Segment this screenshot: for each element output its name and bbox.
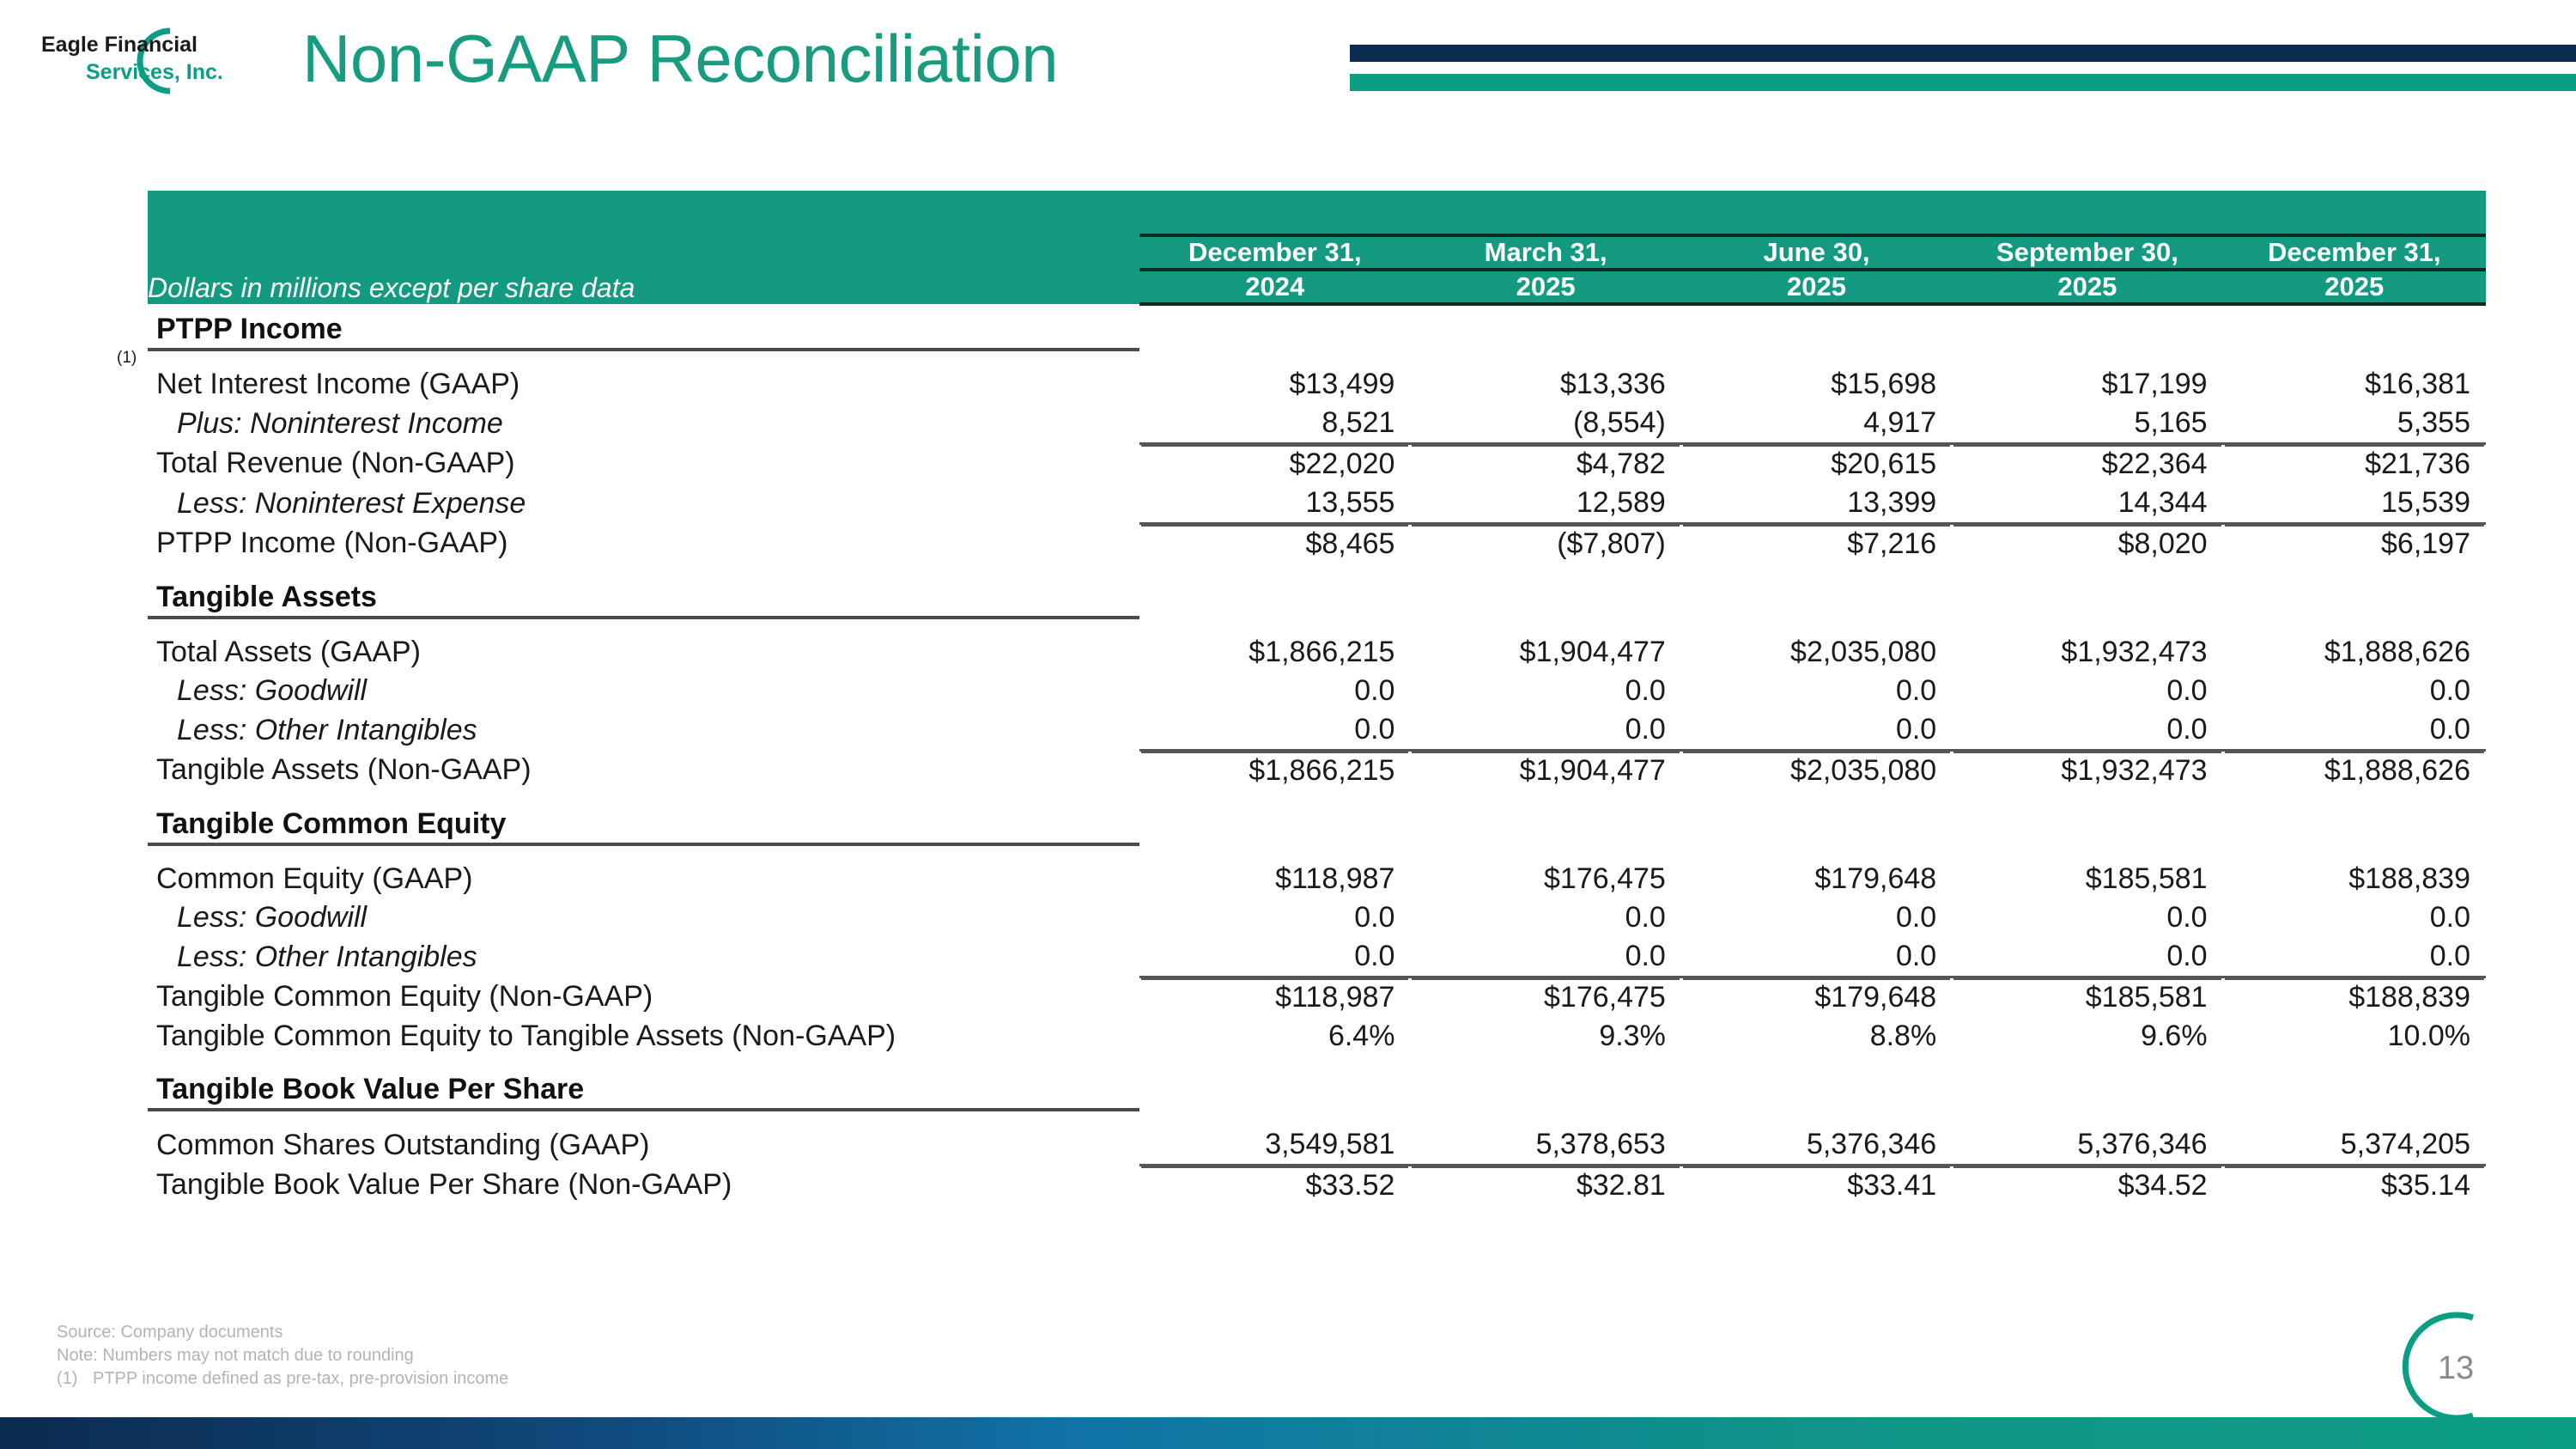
- row-value: 0.0: [1139, 937, 1410, 977]
- column-header-year: 2025: [1952, 270, 2222, 304]
- header-bar-teal: [1350, 74, 2576, 91]
- table-row: [148, 484, 2486, 524]
- row-value: 0.0: [1625, 674, 1666, 707]
- reconciliation-table: [148, 191, 2486, 1205]
- section-heading-blank: [1681, 1064, 1952, 1110]
- row-value: 5,165: [1952, 404, 2222, 444]
- header-date-row: [148, 235, 2486, 270]
- row-value: $118,987: [1275, 862, 1395, 895]
- row-value: 0.0: [1625, 901, 1666, 934]
- row-label: Less: Goodwill: [177, 674, 368, 707]
- header-accent-bars: [1350, 45, 2576, 91]
- row-value: 0.0: [1354, 674, 1395, 707]
- row-value: $21,736: [2365, 447, 2470, 480]
- row-label: Common Equity (GAAP): [156, 862, 473, 895]
- row-value: $7,216: [1847, 527, 1937, 560]
- row-value: $13,336: [1559, 368, 1666, 400]
- row-value: 10.0%: [2387, 1020, 2470, 1052]
- row-spacer: [148, 844, 2486, 860]
- section-heading-row: [148, 799, 2486, 844]
- row-label: PTPP Income (Non-GAAP): [156, 527, 508, 560]
- column-header-date: December 31,: [1139, 235, 1410, 270]
- row-value: 0.0: [2166, 674, 2208, 707]
- footnote-one-text: PTPP income defined as pre-tax, pre-provision income: [93, 1369, 509, 1388]
- row-value: $179,648: [1814, 862, 1937, 895]
- row-value: 0.0: [2223, 710, 2486, 751]
- company-logo: [41, 24, 282, 98]
- row-value: 14,344: [1952, 484, 2222, 524]
- row-value: $176,475: [1544, 862, 1666, 895]
- section-heading-blank: [1410, 572, 1680, 618]
- table-row: [148, 977, 2486, 1018]
- row-value: $185,581: [2085, 981, 2208, 1014]
- row-spacer: [148, 563, 2486, 572]
- row-value: $4,782: [1576, 447, 1666, 480]
- row-value: $8,020: [2117, 527, 2208, 560]
- row-value: 0.0: [2223, 937, 2486, 977]
- section-heading-blank: [1139, 304, 1410, 350]
- table-row: [148, 710, 2486, 751]
- footnote-one-number: (1): [57, 1369, 78, 1388]
- section-heading-blank: [1681, 304, 1952, 350]
- table-row: [148, 937, 2486, 977]
- section-heading-blank: [1410, 1064, 1680, 1110]
- table-row: [148, 672, 2486, 710]
- page-number-badge: [2380, 1304, 2509, 1429]
- row-value: $176,475: [1544, 981, 1666, 1014]
- column-header-date: December 31,: [2223, 235, 2486, 270]
- section-heading-row: [148, 304, 2486, 350]
- section-heading-blank: [1139, 799, 1410, 844]
- section-heading: Tangible Book Value Per Share: [148, 1064, 1139, 1110]
- section-heading-blank: [1952, 304, 2222, 350]
- row-value: $1,888,626: [2324, 754, 2470, 787]
- row-label: Net Interest Income (GAAP): [156, 368, 520, 400]
- section-heading-blank: [1681, 799, 1952, 844]
- row-label: Common Shares Outstanding (GAAP): [156, 1128, 650, 1161]
- table-row: [148, 1017, 2486, 1056]
- row-value: 0.0: [1952, 937, 2222, 977]
- row-value: ($7,807): [1557, 527, 1666, 560]
- table-row: [148, 524, 2486, 564]
- section-heading-blank: [1952, 1064, 2222, 1110]
- footnote-note: Note: Numbers may not match due to rounding: [57, 1346, 414, 1365]
- row-value: 0.0: [1895, 674, 1937, 707]
- row-value: $35.14: [2381, 1169, 2470, 1202]
- row-value: $13,499: [1289, 368, 1395, 400]
- column-header-year: 2025: [1410, 270, 1680, 304]
- table-body: [148, 304, 2486, 1205]
- row-label: Tangible Assets (Non-GAAP): [156, 753, 532, 787]
- row-label: Less: Other Intangibles: [177, 940, 477, 973]
- row-value: $34.52: [2117, 1169, 2208, 1202]
- row-label: Tangible Common Equity to Tangible Assets (Non-GAAP): [156, 1020, 896, 1052]
- row-value: 5,355: [2223, 404, 2486, 444]
- row-value: $22,364: [2101, 447, 2208, 480]
- row-value: $16,381: [2365, 368, 2470, 400]
- row-value: $15,698: [1831, 368, 1937, 400]
- footnote-marker: (1): [117, 349, 137, 367]
- row-value: 0.0: [1410, 937, 1680, 977]
- row-label: Less: Goodwill: [177, 901, 368, 934]
- row-value: 12,589: [1410, 484, 1680, 524]
- row-label: Less: Other Intangibles: [177, 713, 477, 746]
- column-header-date: March 31,: [1410, 235, 1680, 270]
- row-value: $1,932,473: [2061, 754, 2208, 787]
- row-value: 8,521: [1139, 404, 1410, 444]
- section-heading: Tangible Assets: [148, 572, 1139, 618]
- table-row: [148, 444, 2486, 484]
- footnote-one: [57, 1367, 508, 1391]
- row-label: Tangible Book Value Per Share (Non-GAAP): [156, 1168, 732, 1202]
- header-spacer-row: [148, 191, 2486, 235]
- row-value: $118,987: [1275, 981, 1395, 1014]
- row-value: $1,866,215: [1249, 636, 1395, 668]
- section-heading-blank: [1139, 1064, 1410, 1110]
- section-heading-blank: [1410, 799, 1680, 844]
- row-value: $33.52: [1305, 1169, 1395, 1202]
- row-value: 0.0: [1139, 710, 1410, 751]
- row-value: 5,376,346: [1952, 1125, 2222, 1166]
- page-title: Non-GAAP Reconciliation: [302, 21, 1059, 96]
- column-header-date: June 30,: [1681, 235, 1952, 270]
- row-value: 0.0: [2166, 901, 2208, 934]
- row-spacer: [148, 350, 2486, 365]
- row-value: 5,376,346: [1681, 1125, 1952, 1166]
- footnote-source: Source: Company documents: [57, 1323, 283, 1342]
- page-number: 13: [2437, 1349, 2475, 1386]
- row-value: 5,378,653: [1410, 1125, 1680, 1166]
- section-heading-blank: [1952, 799, 2222, 844]
- row-value: 0.0: [1681, 937, 1952, 977]
- row-value: 0.0: [1410, 710, 1680, 751]
- table-row: [148, 1166, 2486, 1206]
- row-value: 0.0: [1681, 710, 1952, 751]
- row-value: $188,839: [2348, 862, 2470, 895]
- row-value: 0.0: [1354, 901, 1395, 934]
- row-value: $20,615: [1831, 447, 1937, 480]
- row-value: $6,197: [2381, 527, 2470, 560]
- section-heading-blank: [1410, 304, 1680, 350]
- section-heading-row: [148, 1064, 2486, 1110]
- row-value: (8,554): [1410, 404, 1680, 444]
- column-header-year: 2024: [1139, 270, 1410, 304]
- row-value: $185,581: [2085, 862, 2208, 895]
- table-caption: Dollars in millions except per share data: [148, 235, 1139, 304]
- column-header-year: 2025: [1681, 270, 1952, 304]
- section-heading-blank: [1952, 572, 2222, 618]
- row-value: 15,539: [2223, 484, 2486, 524]
- row-value: $22,020: [1289, 447, 1395, 480]
- table-row: [148, 860, 2486, 898]
- row-value: $188,839: [2348, 981, 2470, 1014]
- row-label: Plus: Noninterest Income: [177, 406, 503, 440]
- row-value: $1,932,473: [2061, 636, 2208, 668]
- row-value: 13,555: [1139, 484, 1410, 524]
- row-value: $1,904,477: [1519, 636, 1666, 668]
- row-value: $1,866,215: [1249, 754, 1395, 787]
- row-spacer: [148, 1056, 2486, 1064]
- column-header-year: 2025: [2223, 270, 2486, 304]
- table-row: [148, 751, 2486, 791]
- row-value: 0.0: [1952, 710, 2222, 751]
- bottom-gradient-bar: [0, 1417, 2576, 1449]
- row-value: $2,035,080: [1790, 636, 1937, 668]
- row-value: 8.8%: [1869, 1020, 1937, 1052]
- section-heading-blank: [1139, 572, 1410, 618]
- section-heading: PTPP Income: [148, 304, 1139, 350]
- row-label: Total Revenue (Non-GAAP): [156, 447, 515, 480]
- row-value: $8,465: [1305, 527, 1395, 560]
- row-value: 0.0: [1895, 901, 1937, 934]
- section-heading-blank: [1681, 572, 1952, 618]
- table-row: [148, 1125, 2486, 1166]
- section-heading-row: [148, 572, 2486, 618]
- header-bar-navy: [1350, 45, 2576, 62]
- row-spacer: [148, 618, 2486, 633]
- row-value: $32.81: [1576, 1169, 1666, 1202]
- table-row: [148, 633, 2486, 672]
- row-value: $33.41: [1847, 1169, 1937, 1202]
- row-value: 6.4%: [1327, 1020, 1395, 1052]
- row-spacer: [148, 790, 2486, 799]
- row-value: $1,904,477: [1519, 754, 1666, 787]
- table-row: [148, 898, 2486, 937]
- row-value: $1,888,626: [2324, 636, 2470, 668]
- table-row: [148, 365, 2486, 404]
- row-value: 9.6%: [2141, 1020, 2208, 1052]
- row-value: 0.0: [2429, 674, 2470, 707]
- row-value: $179,648: [1814, 981, 1937, 1014]
- row-value: 13,399: [1681, 484, 1952, 524]
- section-heading-blank: [2223, 572, 2486, 618]
- row-value: $17,199: [2101, 368, 2208, 400]
- section-heading: Tangible Common Equity: [148, 799, 1139, 844]
- table-row: [148, 404, 2486, 444]
- row-value: 3,549,581: [1139, 1125, 1410, 1166]
- footnotes: [57, 1321, 508, 1391]
- row-spacer: [148, 1110, 2486, 1125]
- row-value: 5,374,205: [2223, 1125, 2486, 1166]
- row-value: 9.3%: [1599, 1020, 1666, 1052]
- row-label: Total Assets (GAAP): [156, 636, 421, 668]
- section-heading-blank: [2223, 1064, 2486, 1110]
- logo-line-2: Services, Inc.: [86, 60, 223, 84]
- row-label: Less: Noninterest Expense: [177, 486, 526, 520]
- section-heading-blank: [2223, 799, 2486, 844]
- column-header-date: September 30,: [1952, 235, 2222, 270]
- row-value: 0.0: [2429, 901, 2470, 934]
- row-value: 4,917: [1681, 404, 1952, 444]
- table-header: [148, 191, 2486, 304]
- row-label: Tangible Common Equity (Non-GAAP): [156, 980, 653, 1014]
- section-heading-blank: [2223, 304, 2486, 350]
- logo-line-1: Eagle Financial: [41, 33, 198, 57]
- row-value: $2,035,080: [1790, 754, 1937, 787]
